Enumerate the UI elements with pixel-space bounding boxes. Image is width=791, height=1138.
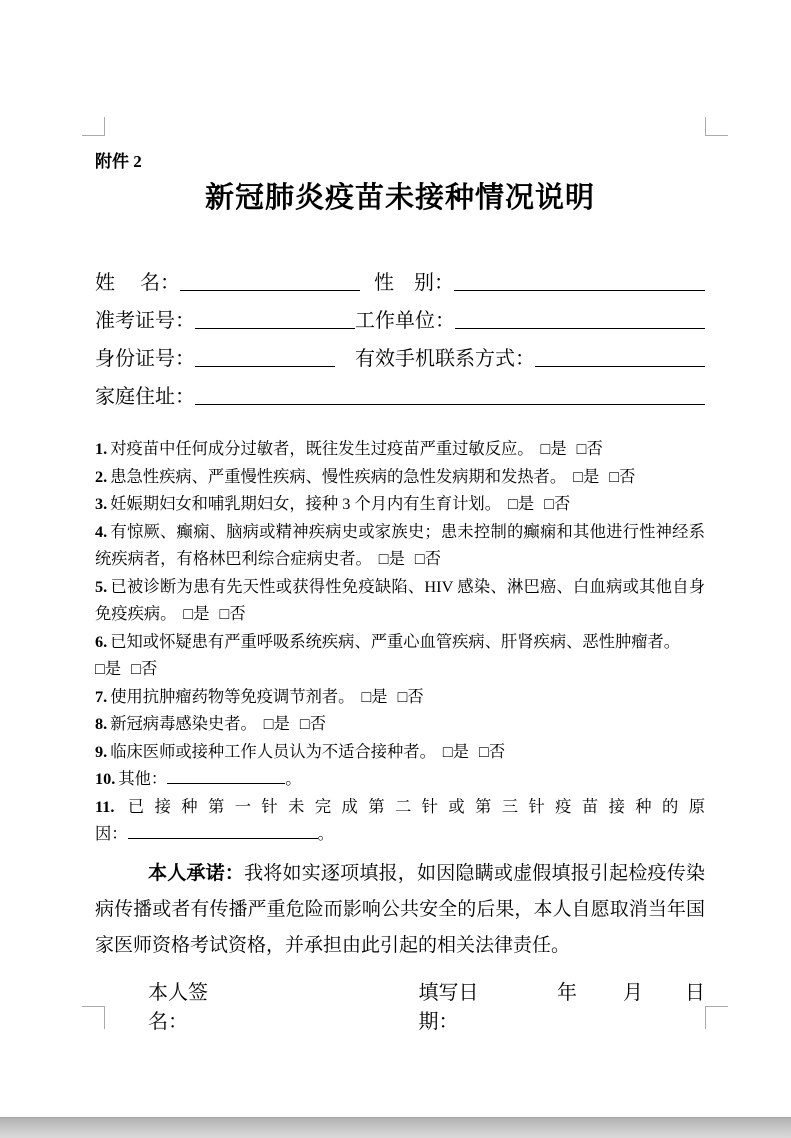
reason-input-line[interactable] [128,836,318,839]
item-row-8 [95,710,705,738]
name-input-line[interactable] [180,290,360,291]
item-text: 已知或怀疑患有严重呼吸系统疾病、严重心血管疾病、肝肾疾病、恶性肿瘤者。 [110,631,681,651]
item-text: 其他： [118,769,168,788]
yes-checkbox[interactable]: □是 [361,686,388,706]
phone-input-line[interactable] [535,366,705,367]
other-input-line[interactable] [167,781,285,784]
condition-list [95,435,705,848]
no-checkbox[interactable]: □否 [544,494,571,513]
gender-label: 性 别： [374,272,454,294]
item-number: 10. [95,769,116,788]
phone-label: 有效手机联系方式： [355,348,535,370]
item-text: 已接种第一针未完成第二针或第三针疫苗接种的原 [117,796,705,816]
name-label: 姓 名： [95,272,180,294]
item-row-3 [95,490,705,518]
id-number-label: 身份证号： [95,348,195,370]
promise-body: 我将如实逐项填报，如因隐瞒或虚假填报引起检疫传染病传播或者有传播严重危险而影响公共安全的后果，本人自愿取消当年国家医师资格考试资格，并承担由此引起的相关法律责任。 [95,862,705,956]
crop-mark-bottom-right [705,1006,728,1029]
item-row-1 [95,435,705,463]
item-text: 妊娠期妇女和哺乳期妇女，接种 3 个月内有生育计划。 [110,494,501,513]
no-checkbox[interactable]: □否 [576,439,603,458]
item-row-10 [95,765,705,793]
item-text: 患急性疾病、严重慢性疾病、慢性疾病的急性发病期和发热者。 [110,466,567,486]
item-text: 已被诊断为患有先天性或获得性免疫缺陷、HIV 感染、淋巴癌、白血病或其他自身免疫疾病。 [95,576,705,623]
item-row-5 [95,573,705,628]
item-number: 8. [95,714,108,733]
gender-input-line[interactable] [454,290,705,291]
item-number: 2. [95,466,108,486]
day-label: 日 [685,981,705,1004]
attachment-label: 附件 2 [95,152,142,171]
yes-checkbox[interactable]: □是 [263,714,290,733]
signature-row [95,976,705,1034]
item-row-7 [95,683,705,711]
header-form [95,261,705,413]
yes-checkbox[interactable]: □是 [507,494,535,513]
item-row-9 [95,738,705,766]
id-number-input-line[interactable] [195,366,335,367]
exam-id-input-line[interactable] [195,328,355,329]
yes-checkbox[interactable]: □是 [95,659,122,678]
form-row-examid-workunit [95,299,705,337]
document-content [95,0,705,1034]
item-number: 11. [95,796,115,816]
signature-label: 本人签名： [148,981,208,1033]
no-checkbox[interactable]: □否 [414,549,442,568]
promise-prefix: 本人承诺： [148,862,245,884]
address-label: 家庭住址： [95,386,195,408]
yes-checkbox[interactable]: □是 [540,439,567,458]
no-checkbox[interactable]: □否 [131,659,158,678]
yes-checkbox[interactable]: □是 [378,549,405,568]
item-text: 新冠病毒感染史者。 [110,714,257,733]
item-row-6 [95,628,705,683]
item-row-2 [95,463,705,491]
item-text: 因： [95,824,128,843]
item-text: 有惊厥、癫痫、脑病或精神疾病史或家族史；患未控制的癫痫和其他进行性神经系统疾病者，有格林巴利综合症病史者。 [95,521,705,568]
month-label: 月 [623,981,643,1004]
no-checkbox[interactable]: □否 [219,604,246,623]
item-number: 5. [95,576,108,596]
item-number: 4. [95,521,108,541]
crop-mark-top-right [705,117,728,136]
form-row-idnumber-phone [95,337,705,375]
item-row-11-line1 [95,793,705,821]
item-text: 使用抗肿瘤药物等免疫调节剂者。 [110,686,355,706]
yes-checkbox[interactable]: □是 [183,604,210,623]
yes-checkbox[interactable]: □是 [442,741,469,761]
work-unit-input-line[interactable] [455,328,705,329]
item-period: 。 [285,769,302,788]
item-text: 对疫苗中任何成分过敏者，既往发生过疫苗严重过敏反应。 [110,439,534,458]
item-row-11-line2 [95,820,705,848]
item-number: 7. [95,686,108,706]
form-row-address [95,375,705,413]
page-bottom-gap [0,1117,791,1138]
no-checkbox[interactable]: □否 [397,686,424,706]
no-checkbox[interactable]: □否 [478,741,506,761]
item-row-4 [95,518,705,573]
address-input-line[interactable] [195,404,705,405]
work-unit-label: 工作单位： [355,310,455,332]
form-row-name-gender [95,261,705,299]
item-period: 。 [317,824,334,843]
exam-id-label: 准考证号： [95,310,195,332]
item-number: 3. [95,494,108,513]
item-number: 9. [95,741,108,761]
no-checkbox[interactable]: □否 [609,466,636,486]
document-title: 新冠肺炎疫苗未接种情况说明 [204,182,595,214]
item-number: 1. [95,439,108,458]
year-label: 年 [557,981,577,1004]
item-number: 6. [95,631,108,651]
yes-checkbox[interactable]: □是 [573,466,600,486]
fill-date-label: 填写日期： [418,981,479,1033]
promise-paragraph [95,856,705,964]
no-checkbox[interactable]: □否 [299,714,327,733]
item-text: 临床医师或接种工作人员认为不适合接种者。 [110,741,436,761]
